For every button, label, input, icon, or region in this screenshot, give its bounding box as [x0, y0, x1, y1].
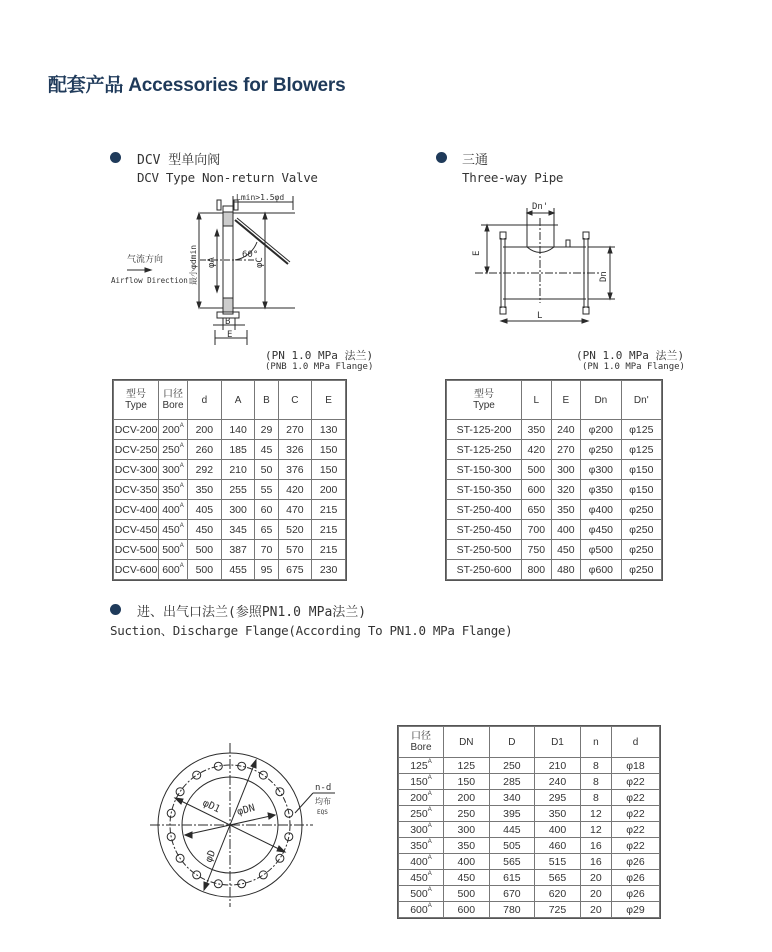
bore-suffix: A	[427, 839, 432, 845]
bore-suffix: A	[427, 759, 432, 765]
table-cell: DCV-200	[114, 420, 159, 440]
tee-title-cn: 三通	[462, 153, 489, 168]
table-cell: 565	[489, 854, 535, 870]
table-row	[399, 854, 660, 870]
table-cell: 345	[221, 520, 255, 540]
b-label: B	[225, 317, 231, 327]
bore-suffix: A	[427, 775, 432, 781]
table-cell: 480	[551, 560, 581, 580]
table-cell: 350	[188, 480, 222, 500]
dcv-valve-diagram	[105, 190, 320, 350]
angle-label: 60°	[242, 250, 259, 260]
bolt-hole	[238, 762, 246, 770]
table-cell: 340	[489, 790, 535, 806]
table-cell: 350	[522, 420, 552, 440]
table-cell: ST-250-450	[447, 520, 522, 540]
e-label: E	[227, 330, 233, 340]
table-row	[447, 520, 662, 540]
table-cell: 240	[535, 774, 581, 790]
table-cell: 500	[188, 540, 222, 560]
table-cell: $400^A$	[159, 500, 188, 520]
table-cell: φ250	[621, 540, 661, 560]
dcv-spec-table	[113, 380, 346, 580]
table-row	[114, 480, 346, 500]
table-cell: 450	[188, 520, 222, 540]
table-cell: 29	[255, 420, 278, 440]
table-cell: 400	[444, 854, 490, 870]
table-row	[399, 886, 660, 902]
table-cell: ST-125-200	[447, 420, 522, 440]
table-cell: $200^A$	[399, 790, 444, 806]
table-cell: $450^A$	[399, 870, 444, 886]
table-row	[114, 420, 346, 440]
table-cell: φ600	[581, 560, 621, 580]
d1-label: φD1	[200, 797, 222, 816]
flange-title-en: Suction、Discharge Flange(According To PN1.0 MPa Flange)	[110, 623, 513, 638]
table-cell: 12	[580, 806, 611, 822]
table-cell: 255	[221, 480, 255, 500]
table-cell: 250	[489, 758, 535, 774]
table-cell: 270	[278, 420, 312, 440]
table-cell: 800	[522, 560, 552, 580]
nd-label: n-d	[315, 783, 332, 793]
table-cell: φ500	[581, 540, 621, 560]
header-c: C	[278, 381, 312, 420]
table-row	[114, 520, 346, 540]
table-cell: 16	[580, 854, 611, 870]
bore-suffix: A	[427, 903, 432, 909]
table-cell: 450	[551, 540, 581, 560]
table-row	[447, 440, 662, 460]
table-cell: 270	[551, 440, 581, 460]
table-cell: 200	[444, 790, 490, 806]
header-d-hole: d	[612, 727, 660, 758]
bore-suffix: A	[179, 443, 184, 449]
header-n: n	[580, 727, 611, 758]
tee-note-en: (PN 1.0 MPa Flange)	[582, 362, 685, 372]
table-row	[447, 420, 662, 440]
table-cell: 285	[489, 774, 535, 790]
table-cell: 376	[278, 460, 312, 480]
table-cell: $400^A$	[399, 854, 444, 870]
d-label: φD	[203, 848, 219, 865]
table-cell: ST-250-500	[447, 540, 522, 560]
table-cell: 300	[551, 460, 581, 480]
bore-suffix: A	[179, 523, 184, 529]
table-cell: ST-250-600	[447, 560, 522, 580]
table-cell: 215	[312, 500, 346, 520]
table-cell: DCV-450	[114, 520, 159, 540]
table-row	[114, 440, 346, 460]
table-cell: $450^A$	[159, 520, 188, 540]
table-row	[399, 774, 660, 790]
dcv-title-cn: DCV 型单向阀	[137, 153, 221, 168]
table-cell: 615	[489, 870, 535, 886]
table-cell: 570	[278, 540, 312, 560]
table-cell: φ26	[612, 870, 660, 886]
bore-suffix: A	[179, 463, 184, 469]
bolt-hole	[276, 854, 284, 862]
header-bore: 口径 Bore	[159, 381, 188, 420]
bore-suffix: A	[179, 543, 184, 549]
table-cell: $250^A$	[159, 440, 188, 460]
table-cell: $600^A$	[399, 902, 444, 918]
table-row	[399, 870, 660, 886]
table-row	[399, 790, 660, 806]
table-cell: φ22	[612, 838, 660, 854]
bolt-hole	[259, 871, 267, 879]
flange-spec-table	[398, 726, 660, 918]
dcv-note-en: (PNB 1.0 MPa Flange)	[265, 362, 374, 372]
table-row	[399, 902, 660, 918]
table-cell: ST-125-250	[447, 440, 522, 460]
table-cell: φ400	[581, 500, 621, 520]
table-cell: φ26	[612, 886, 660, 902]
page-title: 配套产品 Accessories for Blowers	[48, 75, 346, 96]
table-cell: φ22	[612, 790, 660, 806]
table-cell: DCV-300	[114, 460, 159, 480]
bolt-hole	[238, 880, 246, 888]
table-cell: φ250	[621, 560, 661, 580]
table-cell: 395	[489, 806, 535, 822]
table-cell: $500^A$	[159, 540, 188, 560]
table-cell: 470	[278, 500, 312, 520]
table-cell: 150	[312, 440, 346, 460]
table-cell: φ150	[621, 480, 661, 500]
table-cell: 185	[221, 440, 255, 460]
bore-suffix: A	[427, 887, 432, 893]
table-cell: 16	[580, 838, 611, 854]
table-cell: 20	[580, 902, 611, 918]
table-cell: 515	[535, 854, 581, 870]
table-cell: 8	[580, 758, 611, 774]
table-cell: 500	[188, 560, 222, 580]
bore-suffix: A	[179, 423, 184, 429]
bolt-hole	[176, 788, 184, 796]
table-cell: 200	[312, 480, 346, 500]
dmin-label: 最小φdmin	[189, 244, 198, 285]
table-cell: 326	[278, 440, 312, 460]
table-cell: 700	[522, 520, 552, 540]
airflow-cn-label: 气流方向	[127, 255, 164, 265]
table-cell: 600	[522, 480, 552, 500]
bore-suffix: A	[427, 823, 432, 829]
section-bullet-icon	[110, 604, 121, 615]
table-cell: φ26	[612, 854, 660, 870]
table-cell: 455	[221, 560, 255, 580]
table-cell: φ300	[581, 460, 621, 480]
a-label: φA	[207, 257, 217, 268]
table-cell: 250	[444, 806, 490, 822]
table-cell: 600	[444, 902, 490, 918]
table-cell: 505	[489, 838, 535, 854]
bolt-hole	[214, 762, 222, 770]
flange-diagram	[145, 735, 345, 920]
table-cell: 620	[535, 886, 581, 902]
header-e: E	[551, 381, 581, 420]
table-cell: φ350	[581, 480, 621, 500]
table-cell: 500	[522, 460, 552, 480]
table-cell: 750	[522, 540, 552, 560]
table-row	[114, 460, 346, 480]
table-row	[114, 540, 346, 560]
table-cell: 215	[312, 520, 346, 540]
table-cell: 60	[255, 500, 278, 520]
flange-title-cn: 进、出气口法兰(参照PN1.0 MPa法兰)	[137, 605, 367, 620]
table-cell: DCV-600	[114, 560, 159, 580]
table-cell: 45	[255, 440, 278, 460]
table-cell: 20	[580, 870, 611, 886]
tee-dn-label: Dn	[599, 271, 609, 282]
table-cell: 12	[580, 822, 611, 838]
header-bore: 口径 Bore	[399, 727, 444, 758]
table-cell: 675	[278, 560, 312, 580]
tee-pipe-diagram	[465, 198, 625, 333]
table-cell: 670	[489, 886, 535, 902]
table-cell: $300^A$	[399, 822, 444, 838]
table-cell: 400	[551, 520, 581, 540]
table-cell: 405	[188, 500, 222, 520]
table-cell: 420	[278, 480, 312, 500]
table-row	[399, 758, 660, 774]
table-cell: 460	[535, 838, 581, 854]
table-cell: $350^A$	[399, 838, 444, 854]
eqs-en-label: EQS	[317, 809, 328, 816]
eqs-cn-label: 均布	[315, 797, 331, 806]
table-cell: 210	[535, 758, 581, 774]
table-cell: $500^A$	[399, 886, 444, 902]
bolt-hole	[285, 833, 293, 841]
table-cell: ST-250-400	[447, 500, 522, 520]
table-cell: 450	[444, 870, 490, 886]
table-row	[114, 500, 346, 520]
tee-note-cn: (PN 1.0 MPa 法兰)	[576, 349, 685, 362]
table-row	[114, 560, 346, 580]
table-cell: 420	[522, 440, 552, 460]
table-cell: φ250	[621, 520, 661, 540]
table-cell: 240	[551, 420, 581, 440]
table-cell: 130	[312, 420, 346, 440]
table-cell: φ18	[612, 758, 660, 774]
header-a: A	[221, 381, 255, 420]
header-e: E	[312, 381, 346, 420]
table-cell: 650	[522, 500, 552, 520]
table-cell: φ250	[581, 440, 621, 460]
table-cell: 8	[580, 790, 611, 806]
table-cell: 140	[221, 420, 255, 440]
header-d: d	[188, 381, 222, 420]
header-d1: D1	[535, 727, 581, 758]
table-cell: 350	[551, 500, 581, 520]
table-row	[447, 480, 662, 500]
section-bullet-icon	[436, 152, 447, 163]
bore-suffix: A	[427, 807, 432, 813]
table-cell: 20	[580, 886, 611, 902]
table-cell: 300	[444, 822, 490, 838]
table-cell: 260	[188, 440, 222, 460]
table-header-row	[114, 381, 346, 420]
table-row	[447, 560, 662, 580]
table-cell: 565	[535, 870, 581, 886]
table-cell: φ125	[621, 440, 661, 460]
bore-suffix: A	[427, 855, 432, 861]
table-row	[447, 460, 662, 480]
bolt-hole	[167, 809, 175, 817]
table-row	[399, 822, 660, 838]
table-cell: φ29	[612, 902, 660, 918]
header-d-outer: D	[489, 727, 535, 758]
c-label: φC	[255, 257, 265, 268]
table-cell: DCV-500	[114, 540, 159, 560]
table-row	[447, 540, 662, 560]
table-cell: $350^A$	[159, 480, 188, 500]
table-cell: φ22	[612, 774, 660, 790]
header-dn-prime: Dn'	[621, 381, 661, 420]
table-cell: 55	[255, 480, 278, 500]
header-type: 型号 Type	[447, 381, 522, 420]
table-cell: 230	[312, 560, 346, 580]
header-dn: DN	[444, 727, 490, 758]
table-cell: 65	[255, 520, 278, 540]
table-cell: 350	[535, 806, 581, 822]
table-cell: 70	[255, 540, 278, 560]
table-cell: 500	[444, 886, 490, 902]
table-cell: 215	[312, 540, 346, 560]
table-cell: 725	[535, 902, 581, 918]
tee-spec-table	[446, 380, 662, 580]
tee-title-en: Three-way Pipe	[462, 170, 564, 185]
dcv-title-en: DCV Type Non-return Valve	[137, 170, 318, 185]
bore-suffix: A	[179, 503, 184, 509]
table-row	[399, 806, 660, 822]
table-cell: 150	[312, 460, 346, 480]
table-cell: 300	[221, 500, 255, 520]
table-cell: φ22	[612, 806, 660, 822]
table-cell: 780	[489, 902, 535, 918]
table-cell: DCV-400	[114, 500, 159, 520]
table-cell: 8	[580, 774, 611, 790]
table-cell: 295	[535, 790, 581, 806]
table-cell: φ22	[612, 822, 660, 838]
table-header-row	[447, 381, 662, 420]
table-cell: φ450	[581, 520, 621, 540]
table-cell: 400	[535, 822, 581, 838]
tee-l-label: L	[537, 311, 543, 321]
table-cell: φ150	[621, 460, 661, 480]
table-row	[447, 500, 662, 520]
table-cell: 150	[444, 774, 490, 790]
table-cell: φ250	[621, 500, 661, 520]
table-cell: 125	[444, 758, 490, 774]
table-cell: $150^A$	[399, 774, 444, 790]
lmin-label: Lmin>1.5φd	[236, 193, 285, 202]
table-cell: DCV-350	[114, 480, 159, 500]
header-b: B	[255, 381, 278, 420]
header-l: L	[522, 381, 552, 420]
table-cell: $125^A$	[399, 758, 444, 774]
table-row	[399, 838, 660, 854]
dn-prime-label: Dn'	[532, 202, 549, 212]
bore-suffix: A	[427, 871, 432, 877]
table-cell: $600^A$	[159, 560, 188, 580]
header-type: 型号 Type	[114, 381, 159, 420]
tee-e-label: E	[472, 250, 482, 256]
bore-suffix: A	[179, 563, 184, 569]
section-bullet-icon	[110, 152, 121, 163]
table-cell: $300^A$	[159, 460, 188, 480]
dn-label: φDN	[235, 802, 257, 818]
table-header-row	[399, 727, 660, 758]
table-cell: $200^A$	[159, 420, 188, 440]
table-cell: 445	[489, 822, 535, 838]
bolt-hole	[193, 771, 201, 779]
table-cell: 210	[221, 460, 255, 480]
table-cell: ST-150-350	[447, 480, 522, 500]
table-cell: φ125	[621, 420, 661, 440]
bore-suffix: A	[179, 483, 184, 489]
airflow-en-label: Airflow Direction	[111, 276, 188, 285]
table-cell: DCV-250	[114, 440, 159, 460]
table-cell: ST-150-300	[447, 460, 522, 480]
table-cell: 387	[221, 540, 255, 560]
table-cell: 200	[188, 420, 222, 440]
table-cell: 292	[188, 460, 222, 480]
table-cell: φ200	[581, 420, 621, 440]
table-cell: 350	[444, 838, 490, 854]
table-cell: 520	[278, 520, 312, 540]
dcv-note-cn: (PN 1.0 MPa 法兰)	[265, 349, 374, 362]
header-dn: Dn	[581, 381, 621, 420]
table-cell: 95	[255, 560, 278, 580]
table-cell: $250^A$	[399, 806, 444, 822]
table-cell: 50	[255, 460, 278, 480]
bore-suffix: A	[427, 791, 432, 797]
table-cell: 320	[551, 480, 581, 500]
